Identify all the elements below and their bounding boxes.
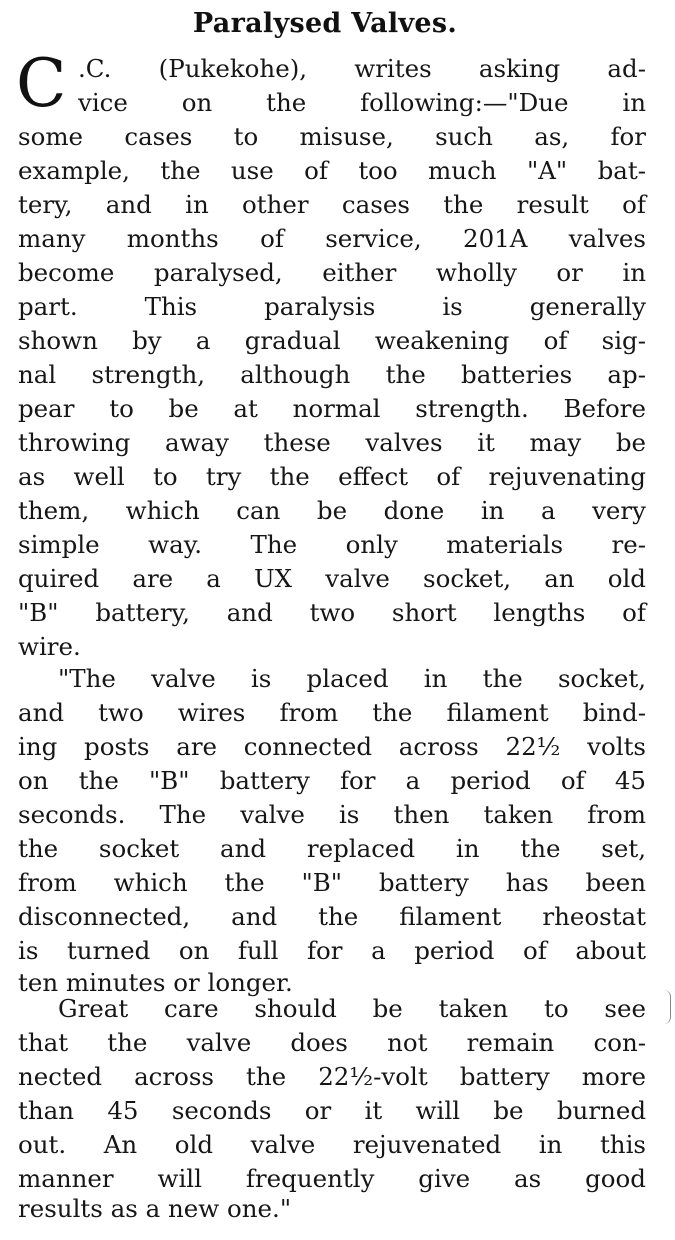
text-line: as well to try the effect of rejuvenating	[18, 462, 646, 491]
text-line: on the "B" battery for a period of 45	[18, 766, 646, 795]
text-line: is turned on full for a period of about	[18, 936, 646, 965]
text-line: vice on the following:—"Due in	[78, 88, 646, 117]
text-line: and two wires from the filament bind-	[18, 698, 646, 727]
text-line: them, which can be done in a very	[18, 496, 646, 525]
text-line: the socket and replaced in the set,	[18, 834, 646, 863]
text-line: results as a new one."	[18, 1194, 292, 1223]
text-line: some cases to misuse, such as, for	[18, 122, 646, 151]
text-line: manner will frequently give as good	[18, 1164, 646, 1193]
text-line: from which the "B" battery has been	[18, 868, 646, 897]
text-line: many months of service, 201A valves	[18, 224, 646, 253]
text-line: pear to be at normal strength. Before	[18, 394, 646, 423]
text-line: shown by a gradual weakening of sig-	[18, 326, 646, 355]
text-line: out. An old valve rejuvenated in this	[18, 1130, 646, 1159]
text-line: example, the use of too much "A" bat-	[18, 156, 646, 185]
text-line: "B" battery, and two short lengths of	[18, 598, 646, 627]
text-line: quired are a UX valve socket, an old	[18, 564, 646, 593]
text-line: than 45 seconds or it will be burned	[18, 1096, 646, 1125]
text-line: ten minutes or longer.	[18, 968, 293, 997]
drop-cap-letter: C	[16, 45, 67, 122]
scan-edge-mark	[664, 990, 671, 1024]
text-line: throwing away these valves it may be	[18, 428, 646, 457]
text-line: disconnected, and the filament rheostat	[18, 902, 646, 931]
article-headline: Paralysed Valves.	[192, 8, 458, 39]
text-line: part. This paralysis is generally	[18, 292, 646, 321]
text-line: Great care should be taken to see	[58, 994, 646, 1023]
text-line: simple way. The only materials re-	[18, 530, 646, 559]
text-line: seconds. The valve is then taken from	[18, 800, 646, 829]
text-line: become paralysed, either wholly or in	[18, 258, 646, 287]
text-line: tery, and in other cases the result of	[18, 190, 646, 219]
text-line: "The valve is placed in the socket,	[58, 664, 646, 693]
text-line: .C. (Pukekohe), writes asking ad-	[78, 54, 646, 83]
text-line: nected across the 22½-volt battery more	[18, 1062, 646, 1091]
text-line: nal strength, although the batteries ap-	[18, 360, 646, 389]
text-line: that the valve does not remain con-	[18, 1028, 646, 1057]
text-line: wire.	[18, 632, 81, 661]
text-line: ing posts are connected across 22½ volts	[18, 732, 646, 761]
